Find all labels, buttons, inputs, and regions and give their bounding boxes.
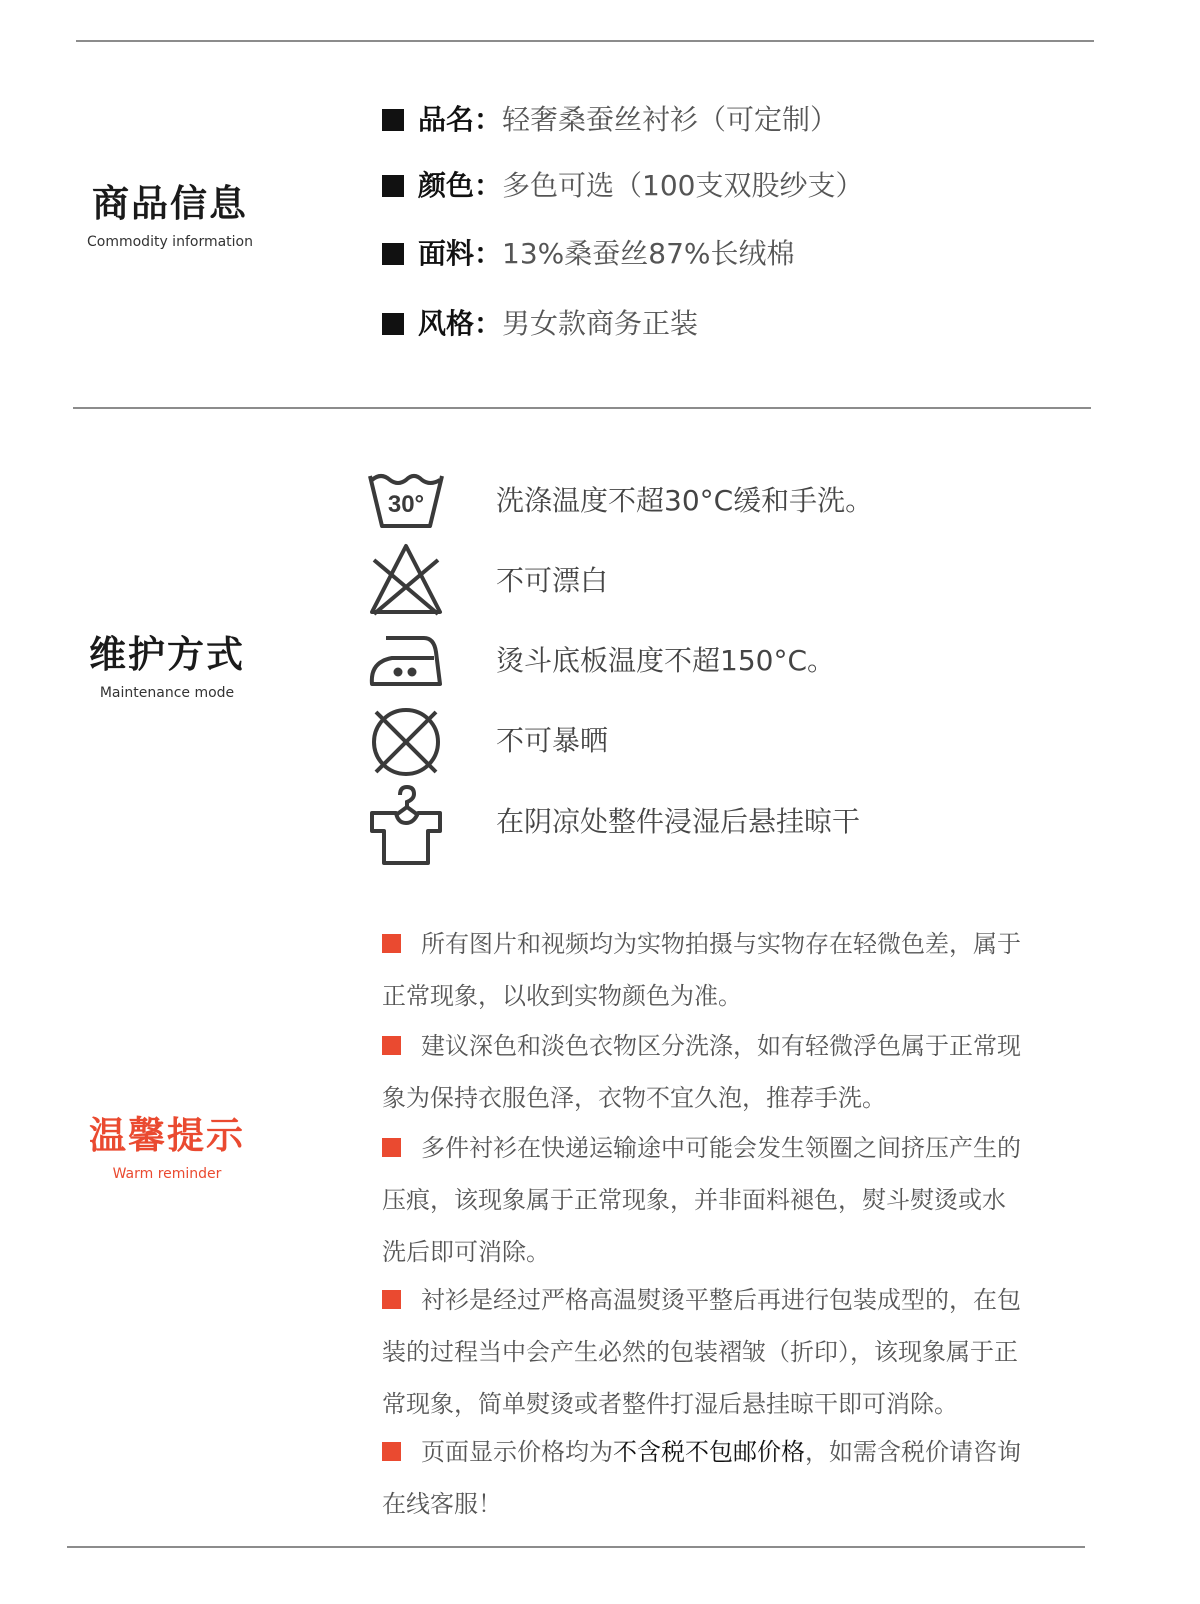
info-label: 颜色： — [418, 169, 503, 202]
commodity-heading-cn: 商品信息 — [92, 182, 248, 225]
info-row-color — [382, 166, 863, 206]
reminder-note — [382, 918, 1022, 1022]
info-label: 品名： — [418, 103, 503, 136]
red-square-bullet-icon — [382, 1138, 401, 1157]
info-row-name — [382, 100, 838, 140]
red-square-bullet-icon — [382, 1036, 401, 1055]
hang-dry-icon — [368, 785, 444, 867]
maintenance-heading-cn: 维护方式 — [89, 633, 245, 676]
no-tumble-dry-icon — [368, 704, 444, 780]
maintenance-heading — [77, 633, 257, 703]
commodity-heading-en: Commodity information — [87, 234, 253, 250]
top-divider — [76, 40, 1094, 42]
note-text-emphasis: 不含税不包邮价格 — [613, 1438, 805, 1466]
maintenance-heading-en: Maintenance mode — [99, 685, 235, 701]
care-text-sun: 不可暴晒 — [496, 724, 609, 757]
note-text: 建议深色和淡色衣物区分洗涤，如有轻微浮色属于正常现象为保持衣服色泽，衣物不宜久泡，推荐手洗。 — [382, 1032, 1021, 1112]
info-value: 多色可选（100支双股纱支） — [502, 169, 864, 202]
reminder-note — [382, 1020, 1022, 1124]
info-row-fabric — [382, 234, 795, 274]
bottom-divider — [67, 1546, 1085, 1548]
reminder-heading-en: Warm reminder — [112, 1166, 222, 1182]
info-value: 轻奢桑蚕丝衬衫（可定制） — [502, 103, 839, 136]
square-bullet-icon — [382, 243, 404, 265]
info-label: 风格： — [418, 307, 503, 340]
hand-wash-30-icon — [368, 468, 444, 544]
reminder-heading-cn: 温馨提示 — [89, 1114, 245, 1157]
care-text-hang: 在阴凉处整件浸湿后悬挂晾干 — [496, 805, 861, 838]
square-bullet-icon — [382, 313, 404, 335]
info-value: 男女款商务正装 — [502, 307, 699, 340]
note-text-before: 页面显示价格均为 — [421, 1438, 613, 1466]
note-text-after: ，如需含税价请咨询在线客服！ — [382, 1438, 1021, 1518]
info-label: 面料： — [418, 237, 503, 270]
info-value: 13%桑蚕丝87%长绒棉 — [502, 237, 795, 270]
red-square-bullet-icon — [382, 934, 401, 953]
square-bullet-icon — [382, 175, 404, 197]
care-text-wash: 洗涤温度不超30°C缓和手洗。 — [496, 484, 874, 517]
commodity-heading — [80, 182, 260, 252]
info-row-style — [382, 304, 698, 344]
reminder-note — [382, 1274, 1022, 1430]
note-text: 衬衫是经过严格高温熨烫平整后再进行包装成型的，在包装的过程当中会产生必然的包装褶皱（折印），该现象属于正常现象，简单熨烫或者整件打湿后悬挂晾干即可消除。 — [382, 1286, 1021, 1418]
note-text: 多件衬衫在快递运输途中可能会发生领圈之间挤压产生的压痕，该现象属于正常现象，并非面料褪色，熨斗熨烫或水洗后即可消除。 — [382, 1134, 1021, 1266]
iron-medium-heat-icon — [368, 624, 444, 700]
care-text-iron: 烫斗底板温度不超150°C。 — [496, 644, 835, 677]
section-divider — [73, 407, 1091, 409]
red-square-bullet-icon — [382, 1442, 401, 1461]
red-square-bullet-icon — [382, 1290, 401, 1309]
care-text-bleach: 不可漂白 — [496, 564, 609, 597]
no-bleach-icon — [368, 542, 444, 618]
reminder-note — [382, 1122, 1022, 1278]
wash-temperature-label: 30° — [387, 491, 425, 518]
reminder-note — [382, 1426, 1022, 1530]
square-bullet-icon — [382, 109, 404, 131]
note-text: 所有图片和视频均为实物拍摄与实物存在轻微色差，属于正常现象，以收到实物颜色为准。 — [382, 930, 1021, 1010]
reminder-heading — [77, 1114, 257, 1184]
